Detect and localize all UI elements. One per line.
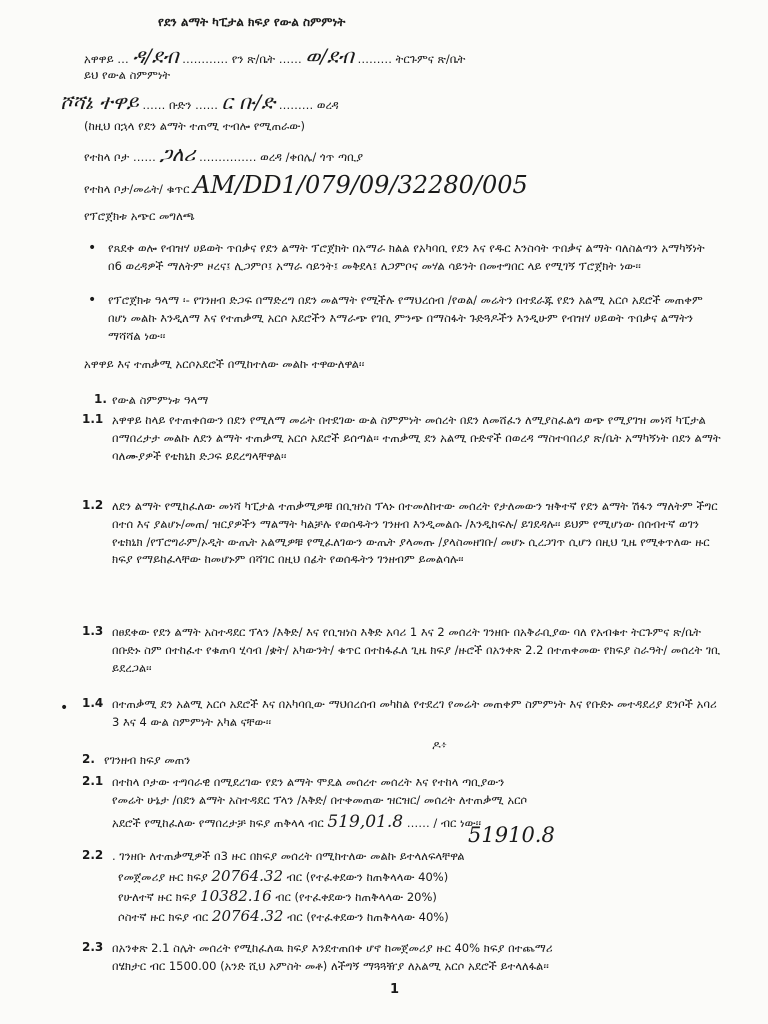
clause-number: 2.1 <box>82 774 104 788</box>
header-line-6 <box>84 168 528 203</box>
total-amount-label: አደሮች የሚከፈለው የማበረታቻ ክፍያ ጠቅላላ ብር <box>112 816 324 830</box>
margin-dot: • <box>60 700 69 716</box>
bullet-marker: • <box>88 292 97 308</box>
handwritten-total-amount-rewrite: 51910.8 <box>468 823 555 847</box>
site-location-label: …………… ወረዳ /ቀበሌ/ ጎጥ ጣቢያ <box>199 150 364 164</box>
site-number-label: የተከላ ቦታ/መሬት/ ቁጥር <box>84 182 190 196</box>
installment-tail: ብር (የተፈቀደውን ከጠቅላላው 20%) <box>275 890 437 904</box>
woreda-label: ……… ወረዳ <box>278 98 339 112</box>
clause-2-1-line-3 <box>112 810 481 835</box>
installment-tail: ብር (የተፈቀደውን ከጠቅላላው 40%) <box>287 910 449 924</box>
installment-row <box>118 906 449 928</box>
installment-tail: ብር (የተፈቀደውን ከጠቅላላው 40%) <box>286 870 449 884</box>
clause-text: በፀደቀው የደን ልማት አስተዳደር ፕላን /እቅድ/ እና የቢዝነስ እቅድ አባሪ 1 እና 2 መሰረት ገንዘቡ በአቅራቢያው ባለ የአብቁተ ትርጉምና ጽ/ቤት በቡድኑ ስም በተከፈተ የቁጠባ ሂሳብ /ቋት/ አካውንት/ ቁጥር በተከፋፈለ ጊዜ ክፍያ /ዙሮች በአንቀጽ 2.2 በተጠቀመው የክፍያ ስራዓት/ መሰረት ገቢ ይደረጋል፡፡ <box>112 625 721 675</box>
clause-text: ለደን ልማት የሚከፈለው መነሻ ካፒታል ተጠቃሚዎቹ በቢዝነስ ፕላኑ በተመለከተው መሰረት የታለመውን ዝቅተኛ የደን ልማት ሽፋን ማለትም ችግር በተሰ እና ያልሆኑ/መጠ/ ዝርያዎችን ማልማት ካልቻሉ የወሰዱትን ገንዘብ እንዲመልሱ /እንዲከፍሉ/ ይገደዳሉ፡፡ ይህም የሚሆነው በሰብተኛ ወገን የቴክኒክ /የፕሮግራም/ኦዲት ውጤት አልሚዎቹ የሚፈለገውን ውጤት ያላመጡ /ያላስመዘገቡ/ መሆኑ ሲረጋገጥ ሲሆን በዚህ ጊዜ የሚቀጥለው ዙር ክፍያ የማይከፈላቸው ከመሆኑም በሻገር በዚህ በፊት የወሰዱትን ገንዘብም ይመልሳሉ፡፡ <box>112 499 718 567</box>
header-line-2: ይህ የውል ስምምነት <box>84 68 171 82</box>
document-title: የደን ልማት ካፒታል ክፍያ የውል ስምምነት <box>158 15 346 29</box>
parties-statement: አዋዋይ እና ተጠቃሚ አርሶአደሮች በሚከተለው መልኩ ተዋውለዋል፡፡ <box>84 357 365 371</box>
header-line-3 <box>60 88 339 117</box>
translation-office-label: ……… ትርጉምና ጽ/ቤት <box>357 52 466 66</box>
office-label: ………… የን ጽ/ቤት …… <box>182 52 302 66</box>
section-number: 2. <box>82 752 95 766</box>
installment-label: የመጀመሪያ ዙር ክፍያ <box>118 870 208 884</box>
clause-2-3-line-1: በአንቀጽ 2.1 ስሌት መሰረት የሚከፈለዉ ክፍያ እንደተጠበቀ ሆኖ ከመጀመሪያ ዙር 40% ክፍያ በተጨማሪ <box>112 941 553 955</box>
handwritten-installment-amount: 20764.32 <box>211 867 283 885</box>
clause-2-1-line-2: የመሬት ሁኔታ /በደን ልማት አስተዳደር ፕላን /እቅድ/ በተቀመጠው ዝርዝር/ መሰረት ለተጠቃሚ አርሶ <box>112 793 528 807</box>
handwritten-installment-amount: 10382.16 <box>200 887 272 905</box>
handwritten-zone: ዳ/ደብ <box>132 44 179 68</box>
party-label: አዋዋይ … <box>84 52 129 66</box>
section-title: የገንዘብ ክፍያ መጠን <box>104 753 191 767</box>
clause-number: 1.2 <box>82 498 104 512</box>
handwritten-group-name: ሾሻኔ ተዋይ <box>60 90 139 114</box>
header-line-5 <box>84 140 363 169</box>
clause-2-3-line-2: በሄክታር ብር 1500.00 (አንድ ሺህ አምስት መቶ) ለችግኝ ማጓጓዥያ ለአልሚ አርሶ አደሮች ይተላለፋል፡፡ <box>112 959 549 973</box>
installment-row <box>118 886 437 908</box>
handwritten-installment-amount: 20764.32 <box>211 907 284 925</box>
section-number: 1. <box>94 392 107 406</box>
header-line-4: (ከዚህ በኋላ የደን ልማት ተጠሚ ተብሎ የሚጠራው) <box>84 119 305 133</box>
clause-2-1-line-1: በተከላ ቦታው ተግባራዊ በሚደረገው የደን ልማት ሞዴል መሰረተ መሰረት እና የተከላ ጣቢያውን <box>112 775 505 789</box>
clause-number: 1.3 <box>82 624 104 638</box>
clause-number: 2.3 <box>82 940 104 954</box>
handwritten-site-number: AM/DD1/079/09/32280/005 <box>193 171 528 199</box>
bullet-text: የፕሮጀክቱ ዓላማ ፡- የገንዘብ ድጋፍ በማድረግ በደን መልማት የሚችሉ የማህረሰብ /የወል/ መሬትን በተደራጁ የደን አልሚ አርሶ አደሮች መጠቀም በሆነ መልኩ እንዲለማ እና የተጠቃሚ አርሶ አደሮችን እማራጭ የገቢ ምንጭ በማስፋት ጉድጓዶችን እንዲሁም የብዝሃ ሀይወት ጥበቃና ልማትን ማሻሻል ነው፡፡ <box>108 293 703 343</box>
installment-row <box>118 866 448 888</box>
group-label: …… ቡድን …… <box>142 98 219 112</box>
clause-number: 1.1 <box>82 412 104 426</box>
total-amount-tail: …… / ብር ነው፡፡ <box>406 816 482 830</box>
bullet-marker: • <box>88 240 97 256</box>
clause-2-2-intro: . ገንዘቡ ለተጠቃሚዎች በ3 ዙር በክፍያ መሰረት በሚከተለው መልኩ ይተላለፍላቸዋል <box>112 849 465 863</box>
page-number: 1 <box>390 982 400 997</box>
handwritten-woreda: ወ/ደብ <box>305 44 354 68</box>
clause-text: አዋዋይ ከላይ የተጠቀሰውን በደን የሚለማ መሬት በተደገው ውል ስምምነት መሰረት በደን ለመሸፈን ለሚያስፈልግ ወጭ የሚያገዝ መነሻ ካፒታል በማበረታታ መልኩ ለደን ልማት ተጠቃሚ አርሶ አደሮች ይሰጣል፡፡ ተጠቃሚ ደን አልሚ ቡድኖች በወረዳ ማስተባበሪያ ጽ/ቤት አማካኝነት በደን ልማት ባለሙያዎች የቴክኒክ ድጋፍ ይደረግላቸዋል፡፡ <box>112 413 721 463</box>
stray-mark: ዶ፥ <box>432 738 448 752</box>
handwritten-site: ጋለሪ <box>159 142 196 166</box>
clause-number: 2.2 <box>82 848 104 862</box>
installment-label: ሶስተኛ ዙር ክፍያ ብር <box>118 910 209 924</box>
section-title: የውል ስምምነቱ ዓላማ <box>112 393 209 407</box>
clause-text: በተጠቃሚ ደን አልሚ አርሶ አደሮች እና በአካባቢው ማህበረሰብ መካከል የተደረገ የመሬት መጠቀም ስምምነት እና የቡድኑ መተዳደሪያ ደንቦች አባሪ 3 እና 4 ውል ስምምነት አካል ናቸው፡፡ <box>112 697 717 729</box>
site-label: የተከላ ቦታ …… <box>84 150 156 164</box>
clause-number: 1.4 <box>82 696 104 710</box>
installment-label: የሁለተኛ ዙር ክፍያ <box>118 890 197 904</box>
handwritten-total-amount: 519,01.8 <box>327 812 404 832</box>
bullet-text: የጸደቀ ወሎ የብዝሃ ሀይወት ጥበቃና የደን ልማት ፕሮጀክት በአማራ ክልል የአካባቢ የደን እና የዱር እንስሳት ጥበቃና ልማት ባለስልጣን አማካኝነት በ6 ወረዳዎች ማለትም ዞረና፤ ሊጋምቦ፤ አማራ ሳይንት፤ መቅደላ፤ ለጋምቦና መሃል ሳይንት በመተግበር ላይ የሚገኝ ፕሮጀክት ነው፡፡ <box>108 241 705 273</box>
project-summary-heading: የፕሮጀክቱ አጭር መግለጫ <box>84 209 195 223</box>
handwritten-kebele: ር ቡ/ድ <box>221 90 276 114</box>
